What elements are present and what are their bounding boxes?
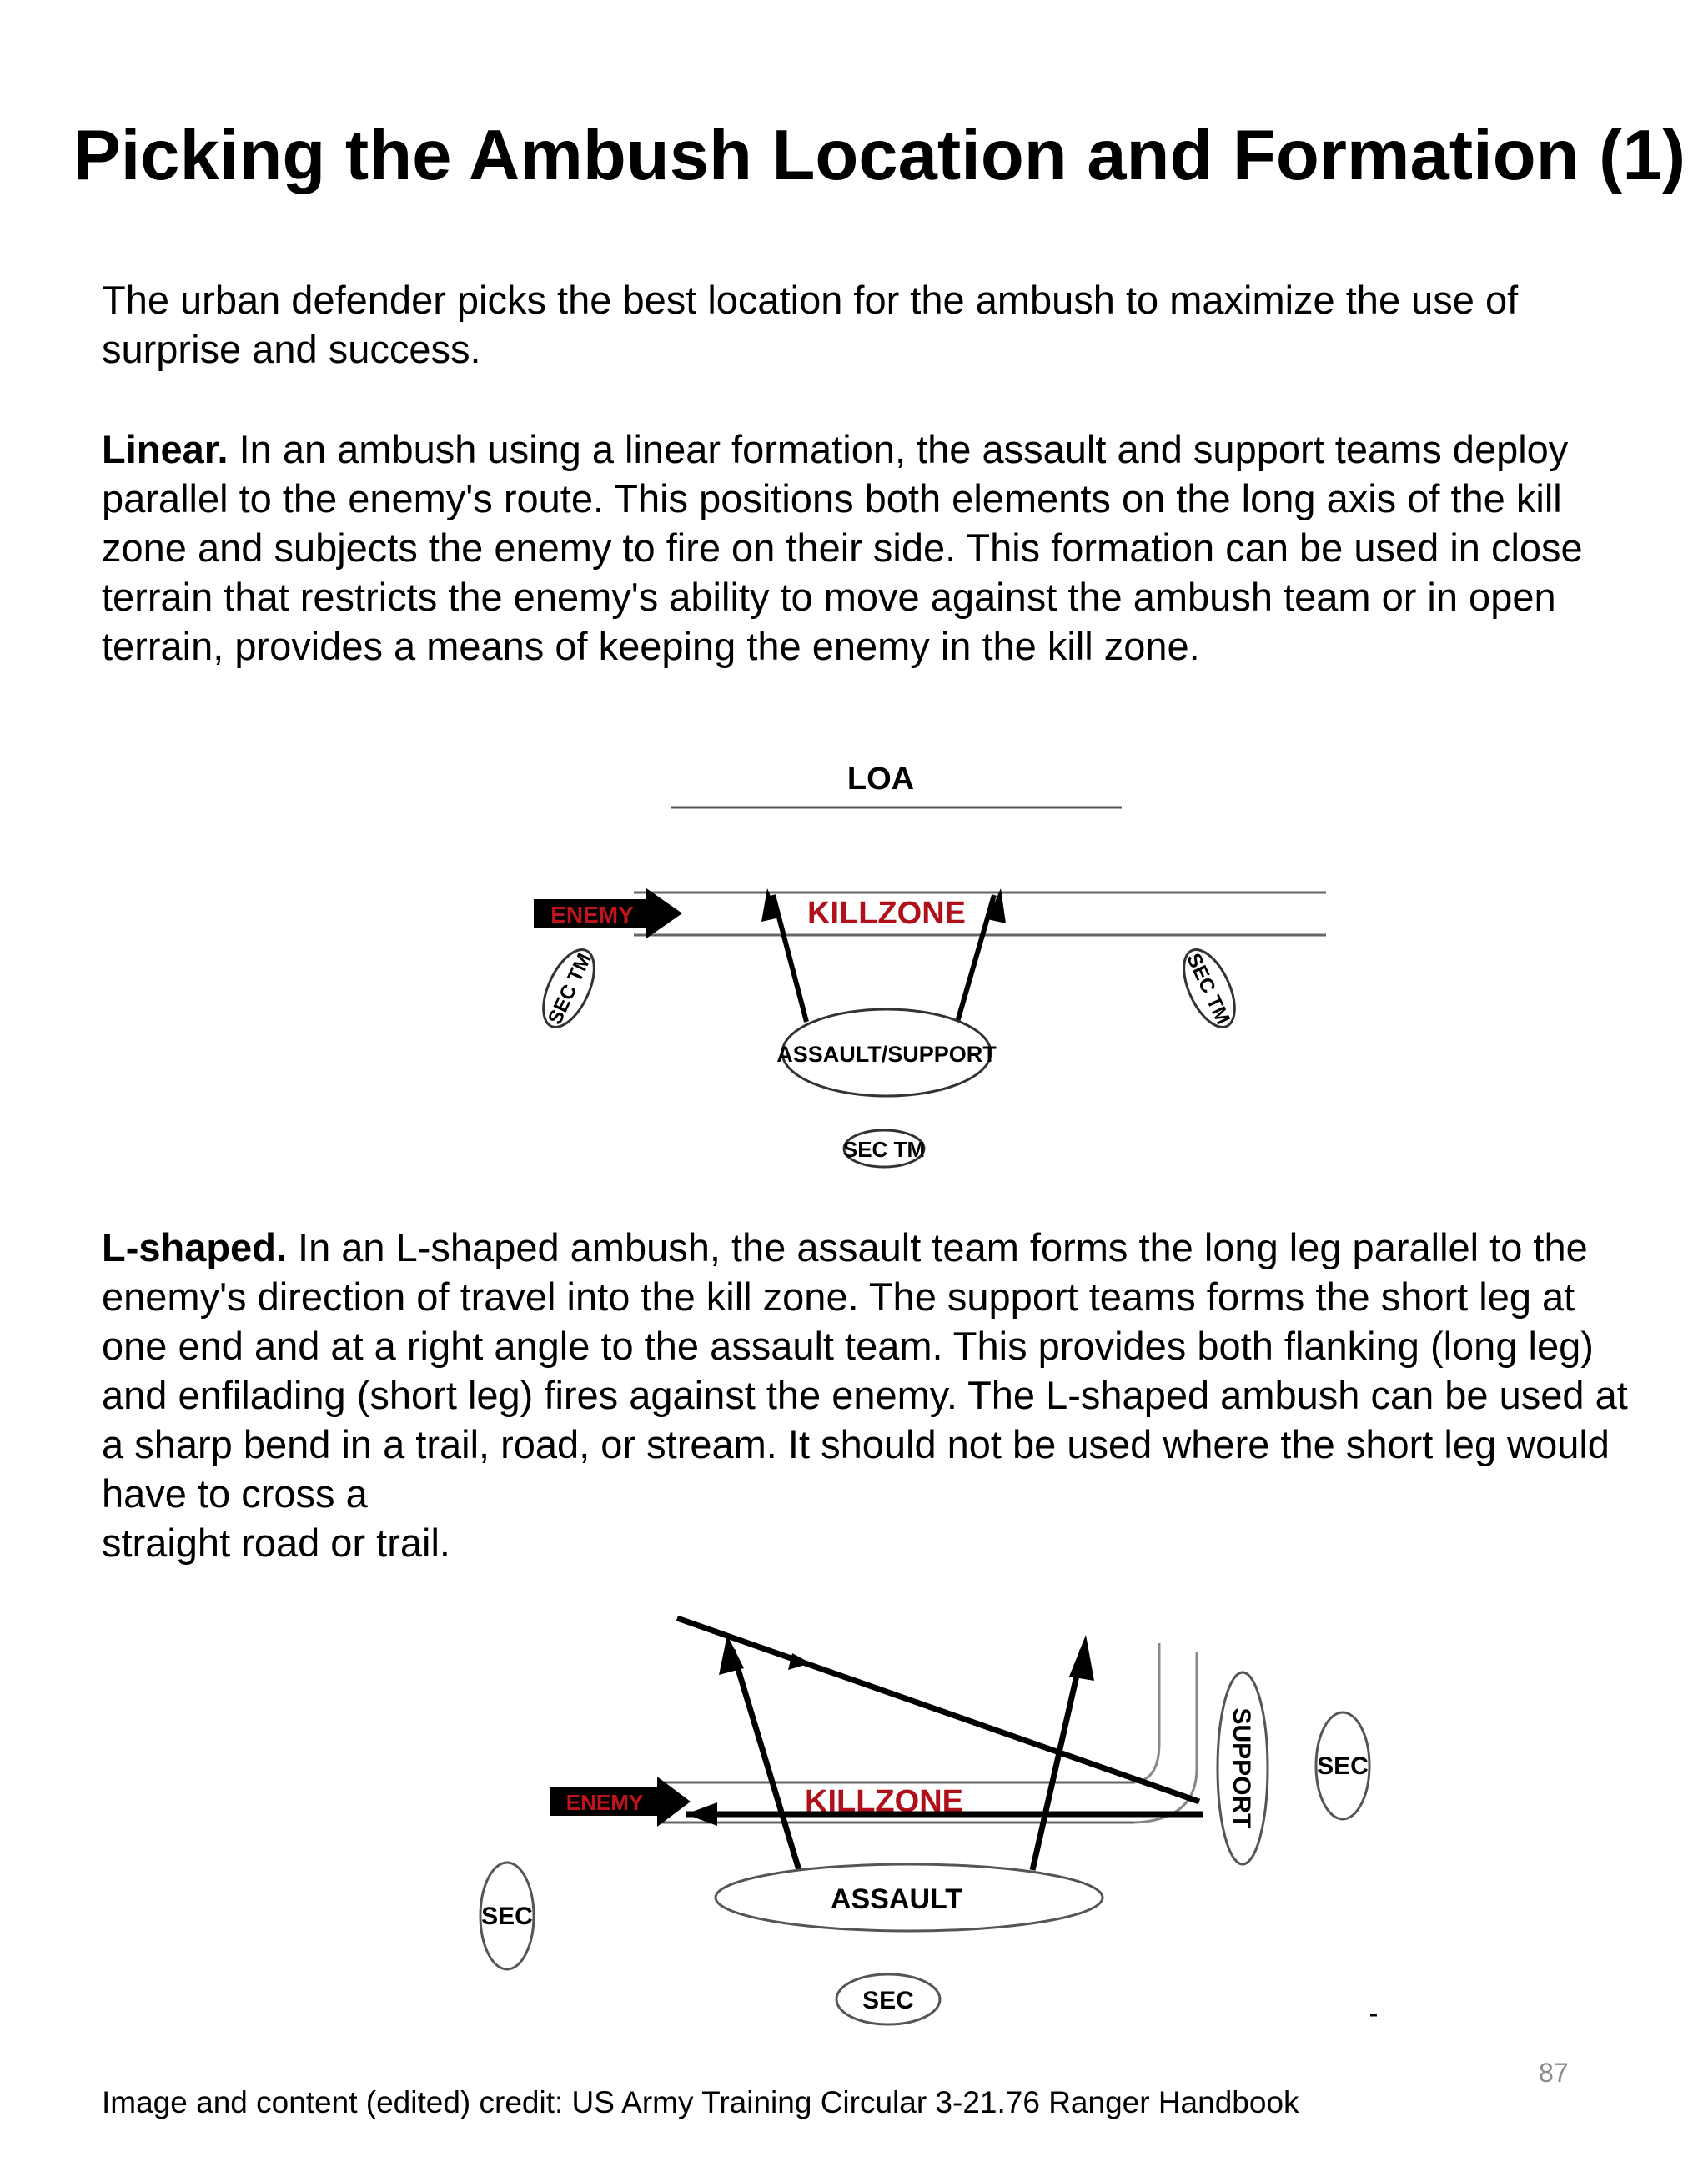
credit-line: Image and content (edited) credit: US Army Training Circular 3-21.76 Ranger Handbook <box>102 2085 1299 2119</box>
sec-tm-bottom-label: SEC TM <box>842 1137 926 1162</box>
lshaped-paragraph <box>102 1223 1636 1567</box>
sec-tm-left <box>533 943 605 1035</box>
assault-label: ASSAULT <box>830 1883 963 1915</box>
linear-text: In an ambush using a linear formation, the assault and support teams deploy parallel to the enemy's route. This positions both elements on the long axis of the kill zone and subjects the enemy to fire on their side. This formation can be used in close terrain that restricts the enemy's ability to move against the ambush team or in open terrain, provides a means of keeping the enemy in the kill zone. <box>102 427 1583 668</box>
sec-tm-right-label: SEC TM <box>1182 949 1235 1028</box>
sec-left-label: SEC <box>481 1903 533 1930</box>
killzone-label: KILLZONE <box>805 1784 963 1819</box>
road-bend-outer <box>1134 1643 1159 1782</box>
support-fire-line-high <box>677 1618 1199 1802</box>
support-team <box>1218 1672 1268 1864</box>
linear-heading: Linear. <box>102 427 229 471</box>
killzone-label: KILLZONE <box>807 896 966 931</box>
linear-ambush-diagram <box>500 747 1351 1180</box>
sec-bottom-label: SEC <box>862 1987 914 2014</box>
lshaped-heading: L-shaped. <box>102 1225 287 1269</box>
page-number: 87 <box>1539 2058 1569 2088</box>
sec-tm-right <box>1173 943 1245 1035</box>
assault-fire-left-arrow <box>732 1650 799 1870</box>
page-title: Picking the Ambush Location and Formation (1) <box>73 116 1686 195</box>
lshaped-text-end: straight road or trail. <box>102 1521 450 1565</box>
assault-support-label: ASSAULT/SUPPORT <box>776 1042 997 1067</box>
sec-tm-left-label: SEC TM <box>543 949 596 1028</box>
lshaped-text: In an L-shaped ambush, the assault team forms the long leg parallel to the enemy's direction of travel into the kill zone. The support teams forms the short leg at one end and at a right angle to the assault team. This provides both flanking (long leg) and enfilading (short leg) fires against the enemy. The L-shaped ambush can be used at a sharp bend in a trail, road, or stream. It should not be used where the short leg would have to cross a <box>102 1225 1628 1516</box>
linear-paragraph <box>102 425 1636 671</box>
sec-right-label: SEC <box>1317 1752 1369 1780</box>
lshaped-ambush-diagram <box>467 1601 1418 2027</box>
enemy-label: ENEMY <box>565 1790 644 1815</box>
loa-label: LOA <box>846 762 915 797</box>
enemy-label: ENEMY <box>550 902 634 928</box>
assault-fire-right-arrowhead <box>1069 1635 1094 1681</box>
intro-paragraph: The urban defender picks the best location for the ambush to maximize the use of surprise and success. <box>102 278 1519 371</box>
support-label: SUPPORT <box>1228 1707 1255 1829</box>
